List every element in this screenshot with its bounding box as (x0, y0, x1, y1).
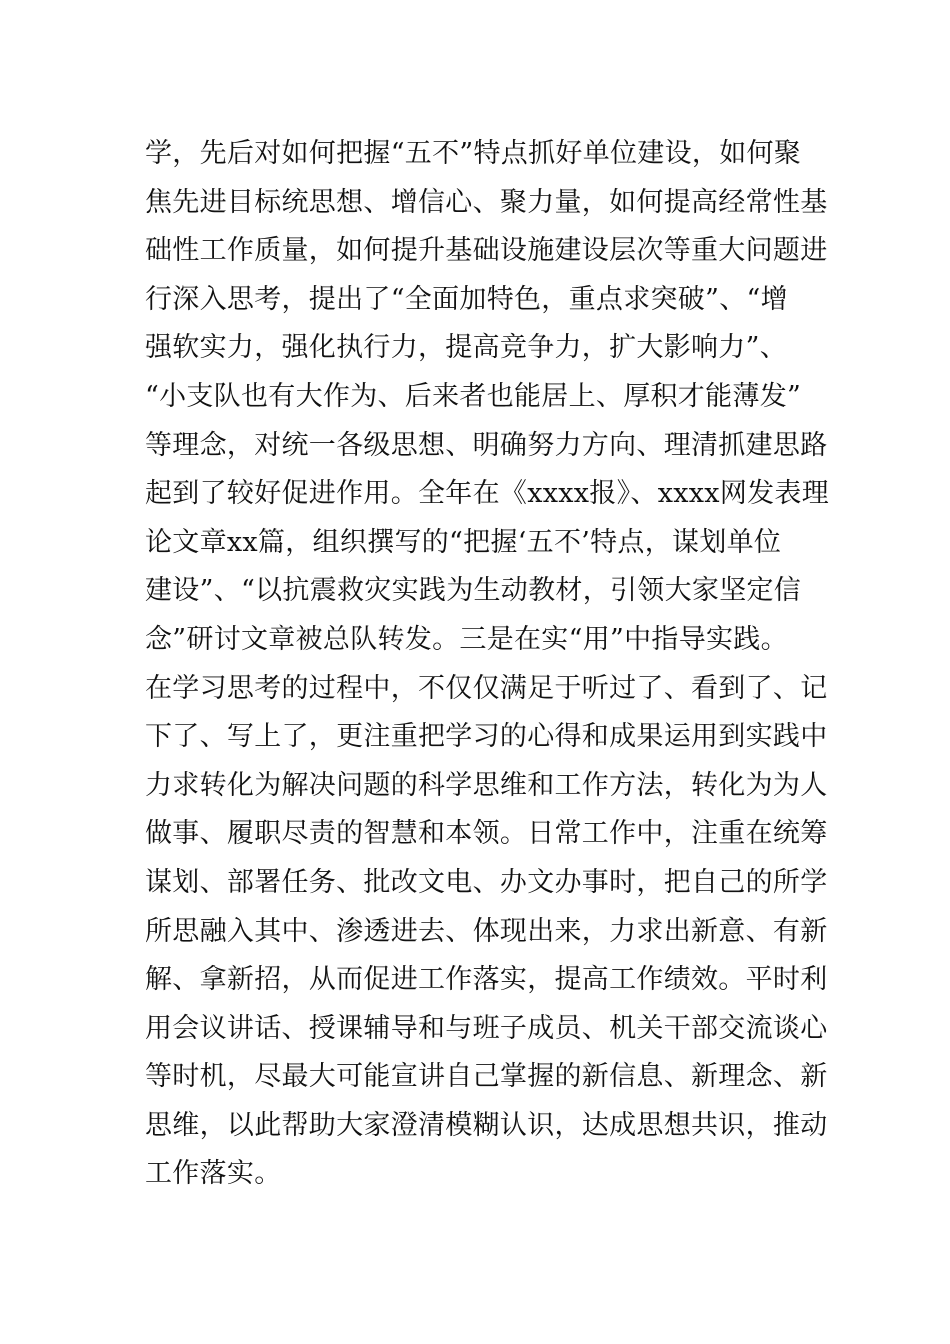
text-line: 所思融入其中、渗透进去、体现出来，力求出新意、有新 (145, 915, 828, 947)
text-line: 强软实力，强化执行力，提高竞争力，扩大影响力”、 (145, 332, 788, 364)
text-line: 础性工作质量，如何提升基础设施建设层次等重大问题进 (145, 235, 828, 267)
text-line: 在学习思考的过程中，不仅仅满足于听过了、看到了、记 (145, 672, 828, 704)
text-line: 做事、履职尽责的智慧和本领。日常工作中，注重在统筹 (145, 818, 828, 850)
text-line: 念”研讨文章被总队转发。三是在实“用”中指导实践。 (145, 623, 788, 655)
text-line: 思维，以此帮助大家澄清模糊认识，达成思想共识，推动 (145, 1109, 828, 1141)
text-line: “小支队也有大作为、后来者也能居上、厚积才能薄发” (145, 380, 802, 412)
text-line: 等理念，对统一各级思想、明确努力方向、理清抓建思路 (145, 429, 828, 461)
text-line: 工作落实。 (145, 1158, 282, 1190)
text-line: 起到了较好促进作用。全年在《xxxx报》、xxxx网发表理 (145, 478, 830, 510)
text-line: 下了、写上了，更注重把学习的心得和成果运用到实践中 (145, 721, 828, 753)
text-line: 等时机，尽最大可能宣讲自己掌握的新信息、新理念、新 (145, 1061, 828, 1093)
text-line: 力求转化为解决问题的科学思维和工作方法，转化为为人 (145, 769, 828, 801)
text-line: 解、拿新招，从而促进工作落实，提高工作绩效。平时利 (145, 964, 828, 996)
text-line: 行深入思考，提出了“全面加特色，重点求突破”、“增 (145, 283, 788, 315)
body-paragraph (145, 130, 830, 1199)
text-line: 焦先进目标统思想、增信心、聚力量，如何提高经常性基 (145, 186, 828, 218)
text-line: 论文章xx篇，组织撰写的“把握‘五不’特点，谋划单位 (145, 526, 782, 558)
text-line: 学，先后对如何把握“五不”特点抓好单位建设，如何聚 (145, 138, 802, 169)
text-line: 谋划、部署任务、批改文电、办文办事时，把自己的所学 (145, 866, 828, 898)
text-line: 建设”、“以抗震救灾实践为生动教材，引领大家坚定信 (145, 575, 802, 607)
text-line: 用会议讲话、授课辅导和与班子成员、机关干部交流谈心 (145, 1012, 828, 1044)
